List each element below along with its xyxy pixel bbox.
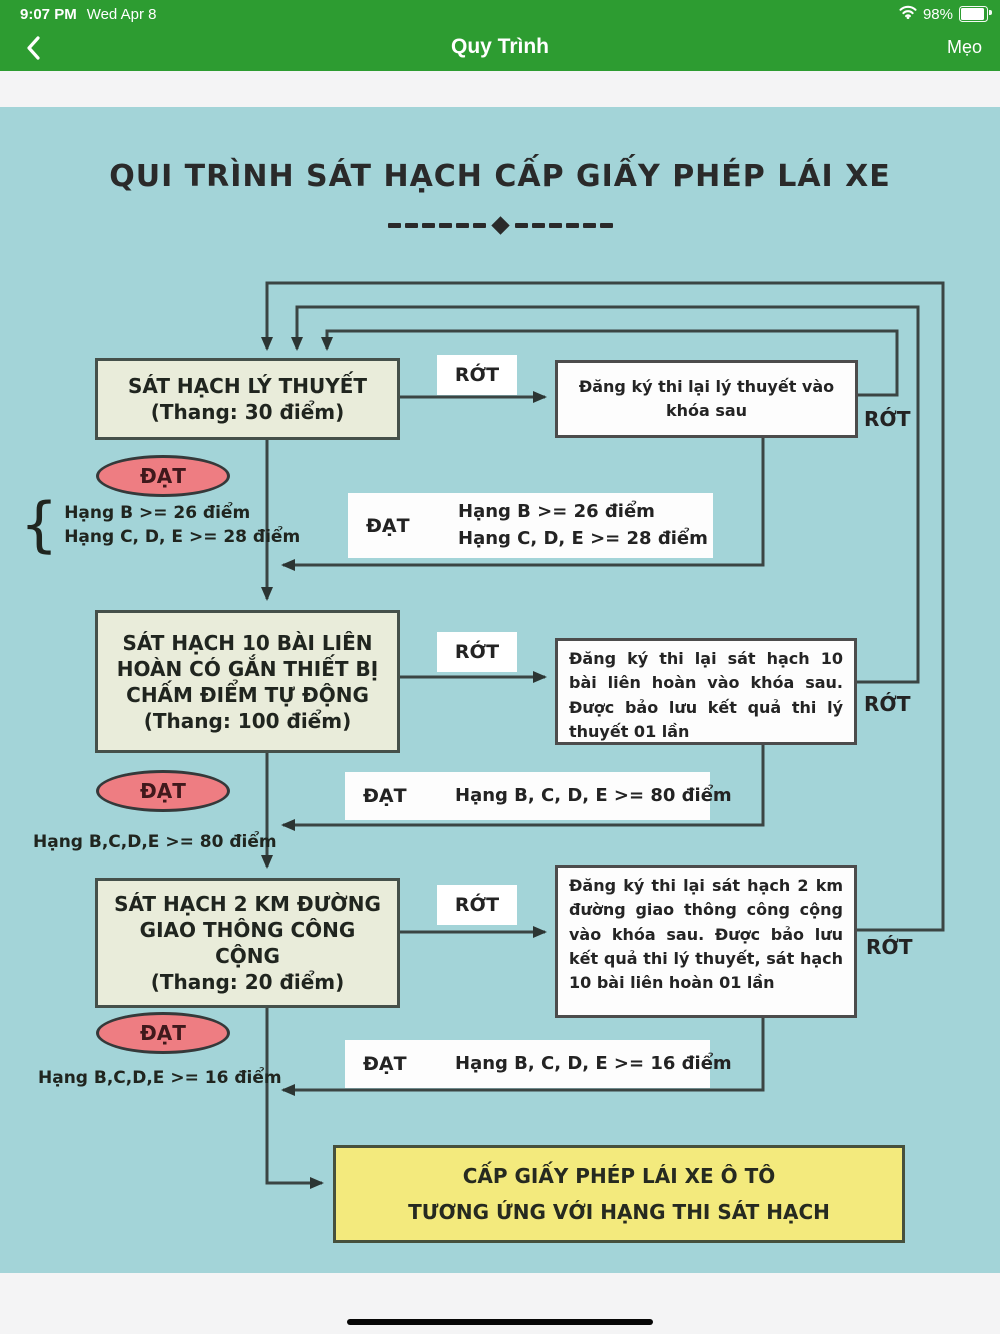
- stage-box-theory: [95, 358, 400, 440]
- diamond-icon: [491, 216, 509, 234]
- condition-line: Hạng B, C, D, E >= 80 điểm: [455, 784, 732, 806]
- pass-condition-box-theory: [348, 493, 713, 558]
- pass-label: ĐẠT: [363, 1053, 407, 1075]
- stage-scale: (Thang: 100 điểm): [143, 708, 352, 733]
- stage-title: SÁT HẠCH 10 BÀI LIÊN HOÀN CÓ GẮN THIẾT BỊ CHẤM ĐIỂM TỰ ĐỘNG: [116, 630, 379, 707]
- fail-label-right: RỚT: [864, 692, 911, 716]
- fail-label-right: RỚT: [866, 935, 913, 959]
- pass-ellipse: ĐẠT: [96, 455, 230, 497]
- stage-box-practice: [95, 610, 400, 753]
- pass-condition-note-practice: Hạng B,C,D,E >= 80 điểm: [33, 832, 277, 852]
- pass-condition-box-road: [345, 1040, 732, 1088]
- brace-glyph: {: [20, 490, 59, 560]
- pass-condition-note-theory: [20, 490, 301, 560]
- wifi-icon: [899, 5, 917, 23]
- fail-chip: RỚT: [437, 632, 517, 672]
- stage-box-road: [95, 878, 400, 1008]
- flowchart-panel: [0, 107, 1000, 1273]
- nav-bar: [0, 28, 1000, 71]
- retry-box-practice: Đăng ký thi lại sát hạch 10 bài liên hoàn vào khóa sau. Được bảo lưu kết quả thi lý thuyết 01 lần: [555, 638, 857, 745]
- app-header: [0, 0, 1000, 71]
- condition-line: Hạng C, D, E >= 28 điểm: [64, 527, 301, 547]
- status-time: 9:07 PM: [20, 5, 77, 23]
- tips-button[interactable]: Mẹo: [946, 37, 982, 57]
- final-line: CẤP GIẤY PHÉP LÁI XE Ô TÔ: [462, 1164, 776, 1188]
- pass-condition-note-road: Hạng B,C,D,E >= 16 điểm: [38, 1068, 282, 1088]
- stage-scale: (Thang: 20 điểm): [150, 970, 345, 994]
- fail-chip: RỚT: [437, 885, 517, 925]
- condition-line: Hạng B, C, D, E >= 16 điểm: [455, 1052, 732, 1074]
- stage-title: SÁT HẠCH LÝ THUYẾT: [127, 374, 367, 398]
- pass-condition-box-practice: [345, 772, 732, 820]
- title-divider: [0, 219, 1000, 232]
- pass-label: ĐẠT: [366, 514, 410, 537]
- condition-line: Hạng B >= 26 điểm: [458, 501, 655, 523]
- fail-label-right: RỚT: [864, 407, 911, 431]
- final-line: TƯƠNG ỨNG VỚI HẠNG THI SÁT HẠCH: [408, 1200, 830, 1224]
- condition-line: Hạng C, D, E >= 28 điểm: [458, 527, 708, 549]
- nav-title: Quy Trình: [450, 35, 549, 58]
- flowchart-title: QUI TRÌNH SÁT HẠCH CẤP GIẤY PHÉP LÁI XE: [109, 159, 891, 194]
- pass-ellipse: ĐẠT: [96, 770, 230, 812]
- stage-title: SÁT HẠCH 2 KM ĐƯỜNG GIAO THÔNG CÔNG CỘNG: [114, 892, 381, 968]
- status-date: Wed Apr 8: [86, 5, 157, 23]
- condition-line: Hạng B >= 26 điểm: [64, 503, 251, 523]
- status-bar: [0, 0, 1000, 28]
- pass-ellipse: ĐẠT: [96, 1012, 230, 1054]
- battery-icon: [959, 6, 988, 22]
- retry-box-theory: Đăng ký thi lại lý thuyết vào khóa sau: [555, 360, 858, 438]
- battery-percent: 98%: [922, 5, 953, 23]
- pass-label: ĐẠT: [363, 785, 407, 807]
- retry-box-road: Đăng ký thi lại sát hạch 2 km đường giao thông công cộng vào khóa sau. Được bảo lưu kết quả thi lý thuyết, sát hạch 10 bài liên hoàn 01 lần: [555, 865, 857, 1018]
- home-indicator[interactable]: [347, 1319, 653, 1325]
- final-box: [333, 1145, 905, 1243]
- fail-chip: RỚT: [437, 355, 517, 395]
- stage-scale: (Thang: 30 điểm): [150, 400, 345, 424]
